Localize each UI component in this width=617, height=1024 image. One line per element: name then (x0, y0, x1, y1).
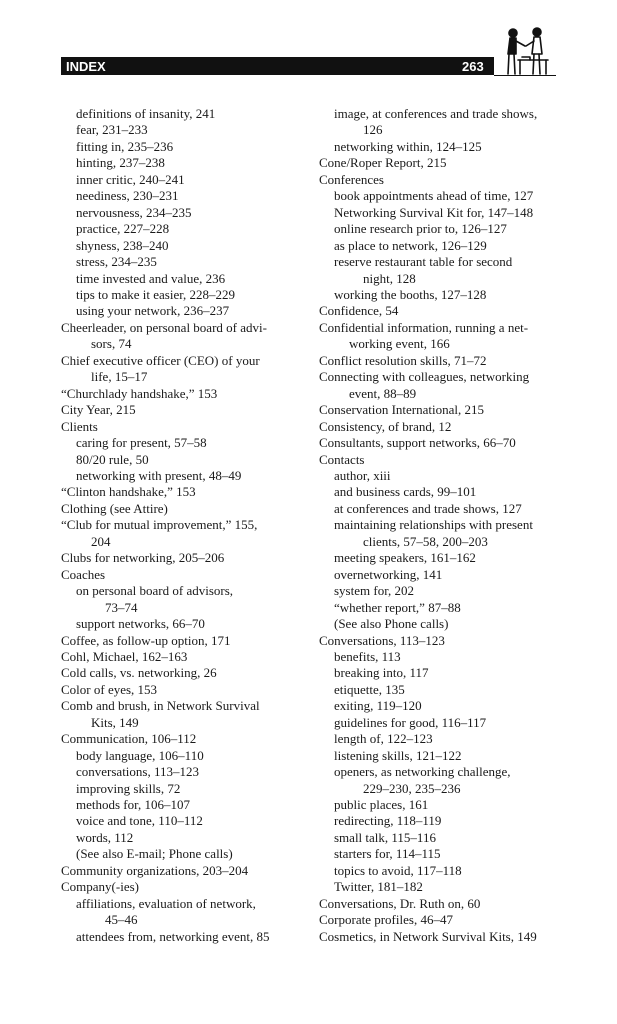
index-entry: “Clinton handshake,” 153 (61, 484, 196, 500)
index-entry: meeting speakers, 161–162 (334, 550, 476, 566)
index-entry: at conferences and trade shows, 127 (334, 500, 522, 516)
index-entry: Clubs for networking, 205–206 (61, 550, 225, 566)
index-entry: voice and tone, 110–112 (76, 813, 203, 829)
index-entry: neediness, 230–231 (76, 188, 179, 204)
index-entry: networking within, 124–125 (334, 138, 482, 154)
index-entry: Corporate profiles, 46–47 (319, 912, 453, 928)
index-entry: small talk, 115–116 (334, 829, 436, 845)
index-entry: caring for present, 57–58 (76, 435, 207, 451)
index-entry: Confidential information, running a net- (319, 319, 529, 335)
index-entry: methods for, 106–107 (76, 797, 190, 813)
index-entry: Connecting with colleagues, networking (319, 369, 530, 385)
index-entry: Contacts (319, 451, 365, 467)
index-entry: openers, as networking challenge, (334, 764, 511, 780)
index-entry: length of, 122–123 (334, 731, 433, 747)
index-entry: “Club for mutual improvement,” 155, (61, 517, 258, 533)
index-entry: Cheerleader, on personal board of advi- (61, 319, 267, 335)
index-entry: “whether report,” 87–88 (334, 599, 461, 615)
index-entry: City Year, 215 (61, 402, 136, 418)
index-entry: Clothing (see Attire) (61, 500, 168, 516)
page-number: 263 (462, 59, 484, 74)
index-entry: Cosmetics, in Network Survival Kits, 149 (319, 928, 537, 944)
index-column-left (61, 106, 293, 945)
index-entry: Confidence, 54 (319, 303, 399, 319)
index-entry: book appointments ahead of time, 127 (334, 188, 534, 204)
index-entry: guidelines for good, 116–117 (334, 714, 487, 730)
index-entry: (See also Phone calls) (334, 616, 449, 632)
index-entry: attendees from, networking event, 85 (76, 928, 270, 944)
section-title: INDEX (66, 59, 106, 74)
index-entry: starters for, 114–115 (334, 846, 441, 862)
index-entry: etiquette, 135 (334, 681, 405, 697)
index-entry: Coffee, as follow-up option, 171 (61, 632, 231, 648)
index-entry: maintaining relationships with present (334, 517, 533, 533)
header-bar (61, 57, 494, 75)
index-entry: 126 (363, 122, 383, 138)
index-entry: Communication, 106–112 (61, 731, 197, 747)
index-entry: breaking into, 117 (334, 665, 429, 681)
index-entry: Company(-ies) (61, 879, 139, 895)
index-entry: life, 15–17 (91, 369, 148, 385)
index-entry: 204 (91, 533, 111, 549)
index-entry: redirecting, 118–119 (334, 813, 442, 829)
index-entry: exiting, 119–120 (334, 698, 422, 714)
index-entry: Conversations, 113–123 (319, 632, 445, 648)
index-entry: working the booths, 127–128 (334, 286, 487, 302)
index-entry: Conversations, Dr. Ruth on, 60 (319, 895, 481, 911)
index-entry: time invested and value, 236 (76, 270, 226, 286)
index-entry: Comb and brush, in Network Survival (61, 698, 260, 714)
index-column-right (319, 106, 559, 945)
index-entry: Cohl, Michael, 162–163 (61, 648, 188, 664)
index-entry: Chief executive officer (CEO) of your (61, 352, 260, 368)
index-entry: Conflict resolution skills, 71–72 (319, 352, 487, 368)
index-entry: public places, 161 (334, 797, 429, 813)
index-entry: event, 88–89 (349, 385, 417, 401)
index-entry: practice, 227–228 (76, 221, 170, 237)
index-entry: author, xiii (334, 467, 391, 483)
handshake-illustration (496, 24, 556, 78)
index-entry: 80/20 rule, 50 (76, 451, 149, 467)
index-entry: benefits, 113 (334, 648, 401, 664)
index-entry: body language, 106–110 (76, 747, 204, 763)
index-entry: Cold calls, vs. networking, 26 (61, 665, 217, 681)
index-entry: hinting, 237–238 (76, 155, 165, 171)
index-entry: listening skills, 121–122 (334, 747, 462, 763)
index-entry: clients, 57–58, 200–203 (363, 533, 488, 549)
index-entry: words, 112 (76, 829, 134, 845)
index-entry: 229–230, 235–236 (363, 780, 461, 796)
index-entry: image, at conferences and trade shows, (334, 106, 538, 121)
index-entry: on personal board of advisors, (76, 583, 234, 599)
index-entry: networking with present, 48–49 (76, 467, 242, 483)
index-entry: using your network, 236–237 (76, 303, 230, 319)
index-entry: Clients (61, 418, 98, 434)
index-entry: 45–46 (105, 912, 138, 928)
index-entry: online research prior to, 126–127 (334, 221, 507, 237)
index-entry: Coaches (61, 566, 106, 582)
index-entry: system for, 202 (334, 583, 414, 599)
index-entry: Community organizations, 203–204 (61, 862, 249, 878)
index-entry: definitions of insanity, 241 (76, 106, 216, 121)
index-entry: topics to avoid, 117–118 (334, 862, 462, 878)
index-entry: affiliations, evaluation of network, (76, 895, 256, 911)
index-entry: Consistency, of brand, 12 (319, 418, 452, 434)
index-entry: reserve restaurant table for second (334, 254, 513, 270)
index-entry: Color of eyes, 153 (61, 681, 158, 697)
index-entry: stress, 234–235 (76, 254, 157, 270)
index-entry: Conferences (319, 171, 384, 187)
index-entry: and business cards, 99–101 (334, 484, 477, 500)
index-entry: Networking Survival Kit for, 147–148 (334, 204, 534, 220)
index-entry: Twitter, 181–182 (334, 879, 423, 895)
index-entry: Conservation International, 215 (319, 402, 484, 418)
index-entry: Cone/Roper Report, 215 (319, 155, 447, 171)
index-entry: tips to make it easier, 228–229 (76, 286, 236, 302)
index-entry: overnetworking, 141 (334, 566, 443, 582)
index-entry: nervousness, 234–235 (76, 204, 192, 220)
index-entry: support networks, 66–70 (76, 616, 205, 632)
index-entry: Kits, 149 (91, 714, 139, 730)
index-entry: night, 128 (363, 270, 416, 286)
index-entry: inner critic, 240–241 (76, 171, 185, 187)
index-entry: 73–74 (105, 599, 138, 615)
index-entry: (See also E-mail; Phone calls) (76, 846, 233, 862)
index-entry: as place to network, 126–129 (334, 237, 487, 253)
index-entry: sors, 74 (91, 336, 132, 352)
index-entry: “Churchlady handshake,” 153 (61, 385, 218, 401)
index-entry: fitting in, 235–236 (76, 138, 174, 154)
index-entry: Consultants, support networks, 66–70 (319, 435, 516, 451)
index-entry: fear, 231–233 (76, 122, 148, 138)
index-entry: working event, 166 (349, 336, 450, 352)
index-entry: conversations, 113–123 (76, 764, 199, 780)
index-entry: improving skills, 72 (76, 780, 181, 796)
index-entry: shyness, 238–240 (76, 237, 169, 253)
